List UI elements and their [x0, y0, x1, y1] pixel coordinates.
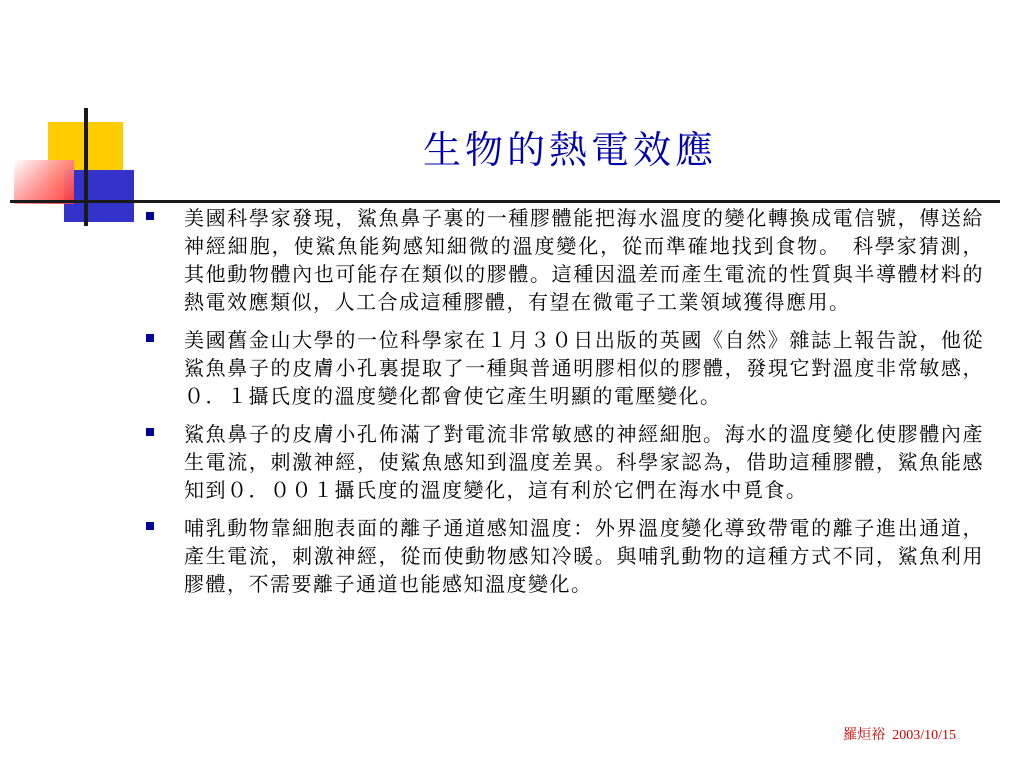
bullet-text: 美國科學家發現，鯊魚鼻子裏的一種膠體能把海水溫度的變化轉換成電信號，傳送給神經細胞，使鯊魚能夠感知細微的溫度變化，從而準確地找到食物。 科學家猜測，其他動物體內也可能存在類似的膠體。這種因溫差而產生電流的性質與半導體材料的熱電效應類似，人工合成這種膠體，有望在微電子工業領域獲得應用。 — [184, 206, 984, 314]
slide-title: 生物的熱電效應 — [422, 128, 717, 172]
bullet-square-icon — [146, 428, 154, 436]
bullet-text: 鯊魚鼻子的皮膚小孔佈滿了對電流非常敏感的神經細胞。海水的溫度變化使膠體內產生電流，刺激神經，使鯊魚感知到溫度差異。科學家認為，借助這種膠體，鯊魚能感知到０．００１攝氏度的溫度變化，這有利於它們在海水中覓食。 — [184, 422, 984, 502]
red-gradient-square-decoration — [14, 160, 74, 204]
bullet-item — [140, 514, 1000, 598]
horizontal-rule — [10, 200, 1000, 203]
bullet-item — [140, 204, 1000, 316]
blue-square-decoration — [64, 170, 134, 222]
bullet-item — [140, 326, 1000, 410]
bullet-text: 美國舊金山大學的一位科學家在１月３０日出版的英國《自然》雜誌上報告說，他從鯊魚鼻子的皮膚小孔裏提取了一種與普通明膠相似的膠體，發現它對溫度非常敏感，０．１攝氏度的溫度變化都會使它產生明顯的電壓變化。 — [184, 328, 984, 408]
bullet-list — [140, 204, 1000, 608]
vertical-rule-decoration — [84, 108, 88, 226]
author-date-footer: 羅烜裕 2003/10/15 — [843, 728, 956, 743]
bullet-square-icon — [146, 522, 154, 530]
bullet-square-icon — [146, 334, 154, 342]
bullet-text: 哺乳動物靠細胞表面的離子通道感知溫度：外界溫度變化導致帶電的離子進出通道，產生電流，刺激神經，從而使動物感知冷暖。與哺乳動物的這種方式不同，鯊魚利用膠體，不需要離子通道也能感知溫度變化。 — [184, 516, 984, 596]
bullet-item — [140, 420, 1000, 504]
bullet-square-icon — [146, 212, 154, 220]
